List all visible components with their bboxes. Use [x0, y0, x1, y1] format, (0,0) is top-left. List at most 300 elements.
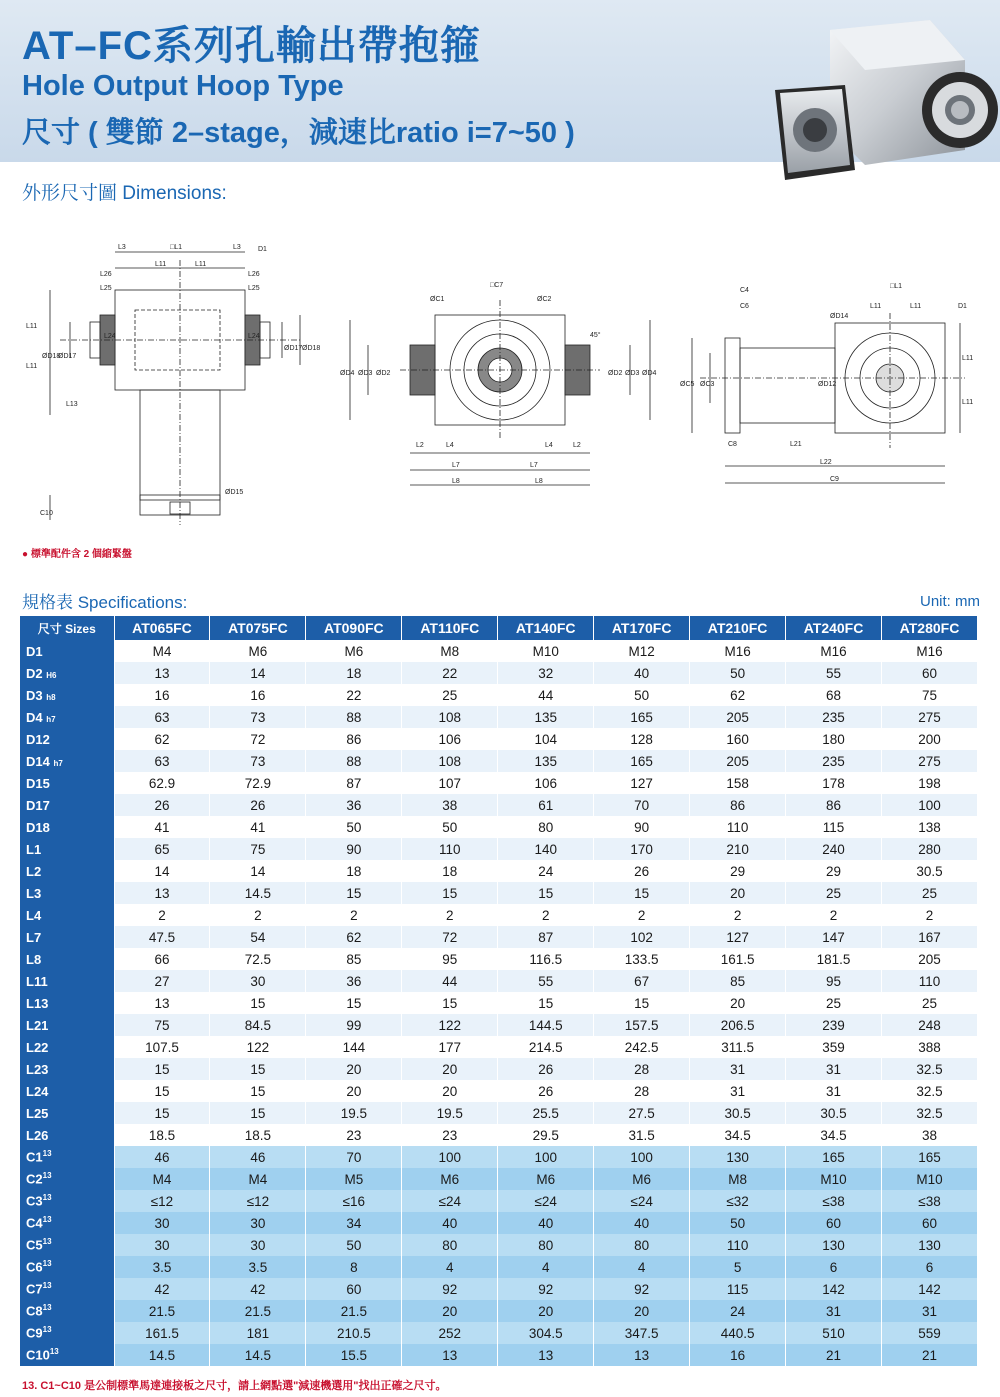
table-cell: 130 [882, 1234, 978, 1256]
row-header [20, 1146, 114, 1168]
dim-label: L11 [26, 323, 38, 330]
table-cell: 73 [210, 706, 306, 728]
row-header-label: L25 [26, 1105, 49, 1121]
table-cell: 29 [786, 860, 882, 882]
table-cell: 72.9 [210, 772, 306, 794]
table-cell: 133.5 [594, 948, 690, 970]
specifications-table-body [20, 640, 978, 1366]
dim-label: L3 [118, 244, 126, 251]
table-cell: 13 [402, 1344, 498, 1366]
footnote-marker: 13 [42, 1281, 52, 1291]
row-header-label: C10 [26, 1347, 50, 1363]
table-cell: 100 [882, 794, 978, 816]
row-header-label: L22 [26, 1039, 49, 1055]
table-cell: ≤24 [594, 1190, 690, 1212]
table-cell: 28 [594, 1080, 690, 1102]
dim-label: ØD18 [302, 345, 320, 352]
table-cell: 13 [114, 662, 210, 684]
dim-label: L2 [416, 442, 424, 449]
table-cell: 42 [210, 1278, 306, 1300]
table-cell: ≤38 [786, 1190, 882, 1212]
table-cell: ≤16 [306, 1190, 402, 1212]
row-header-label: L23 [26, 1061, 49, 1077]
table-cell: 30.5 [882, 860, 978, 882]
row-header [20, 1344, 114, 1366]
table-cell: M5 [306, 1168, 402, 1190]
table-cell: 36 [306, 970, 402, 992]
table-cell: 142 [786, 1278, 882, 1300]
table-cell: 359 [786, 1036, 882, 1058]
table-cell: M6 [498, 1168, 594, 1190]
table-cell: 60 [786, 1212, 882, 1234]
row-header [20, 728, 114, 750]
row-header-label: D2 [26, 665, 43, 681]
table-cell: 235 [786, 706, 882, 728]
row-header [20, 1278, 114, 1300]
table-cell: 347.5 [594, 1322, 690, 1344]
table-cell: 20 [498, 1300, 594, 1322]
table-cell: 13 [114, 992, 210, 1014]
table-row [20, 750, 978, 772]
dim-label: L11 [910, 303, 922, 310]
table-cell: 40 [498, 1212, 594, 1234]
dim-label: L11 [962, 399, 974, 406]
table-row [20, 1322, 978, 1344]
table-row [20, 1124, 978, 1146]
dim-label: ØD3 [625, 370, 640, 377]
table-cell: 15 [594, 992, 690, 1014]
table-cell: 110 [882, 970, 978, 992]
footnote-marker: 13 [49, 1347, 59, 1357]
table-row [20, 1080, 978, 1102]
table-cell: 70 [594, 794, 690, 816]
table-cell: 85 [306, 948, 402, 970]
table-cell: 31 [786, 1300, 882, 1322]
table-cell: 15 [402, 882, 498, 904]
table-cell: 16 [114, 684, 210, 706]
dim-label: ØD15 [225, 489, 244, 496]
table-cell: 21.5 [210, 1300, 306, 1322]
table-cell: 108 [402, 750, 498, 772]
table-cell: 47.5 [114, 926, 210, 948]
table-cell: 26 [114, 794, 210, 816]
dim-label: L8 [535, 478, 543, 485]
footnote-marker: 13 [42, 1237, 52, 1247]
table-cell: 440.5 [690, 1322, 786, 1344]
table-cell: 32.5 [882, 1058, 978, 1080]
dim-label: L26 [100, 271, 112, 278]
table-cell: 280 [882, 838, 978, 860]
table-cell: 6 [882, 1256, 978, 1278]
table-cell: 200 [882, 728, 978, 750]
table-cell: 50 [690, 662, 786, 684]
table-cell: 210 [690, 838, 786, 860]
table-cell: 60 [882, 1212, 978, 1234]
dim-label: L24 [248, 333, 260, 340]
row-header-label: L8 [26, 951, 42, 967]
row-header [20, 1124, 114, 1146]
table-cell: 239 [786, 1014, 882, 1036]
table-row [20, 816, 978, 838]
dim-label: ØD18 [42, 353, 61, 360]
row-header [20, 1190, 114, 1212]
table-cell: 27 [114, 970, 210, 992]
table-cell: 32.5 [882, 1080, 978, 1102]
dim-label: L2 [573, 442, 581, 449]
row-header [20, 772, 114, 794]
table-cell: 115 [786, 816, 882, 838]
table-cell: 88 [306, 750, 402, 772]
table-cell: 72 [210, 728, 306, 750]
table-cell: 34 [306, 1212, 402, 1234]
table-cell: 104 [498, 728, 594, 750]
table-row [20, 1036, 978, 1058]
table-cell: 70 [306, 1146, 402, 1168]
row-header-label: C5 [26, 1237, 43, 1253]
table-cell: 95 [786, 970, 882, 992]
table-cell: 24 [690, 1300, 786, 1322]
dim-label: L4 [446, 442, 454, 449]
table-cell: 130 [786, 1234, 882, 1256]
footnote-marker: 13 [42, 1149, 52, 1159]
row-header-label: L13 [26, 995, 49, 1011]
table-cell: 63 [114, 750, 210, 772]
row-header-label: L4 [26, 907, 42, 923]
table-cell: 25 [402, 684, 498, 706]
table-cell: 75 [114, 1014, 210, 1036]
table-row [20, 1212, 978, 1234]
table-cell: 25 [786, 882, 882, 904]
row-header-label: C1 [26, 1149, 43, 1165]
table-row [20, 926, 978, 948]
table-cell: 205 [882, 948, 978, 970]
table-cell: 15 [498, 992, 594, 1014]
table-cell: 30 [210, 1212, 306, 1234]
table-cell: 92 [594, 1278, 690, 1300]
row-header-label: L11 [26, 973, 48, 989]
table-cell: 28 [594, 1058, 690, 1080]
table-cell: 559 [882, 1322, 978, 1344]
table-cell: 31 [690, 1058, 786, 1080]
table-cell: 108 [402, 706, 498, 728]
row-header-label: D18 [26, 819, 50, 835]
table-cell: 147 [786, 926, 882, 948]
dim-label: L25 [100, 285, 112, 292]
table-cell: 21.5 [114, 1300, 210, 1322]
dim-label: ØD14 [830, 313, 849, 320]
table-cell: 41 [210, 816, 306, 838]
table-cell: 40 [594, 1212, 690, 1234]
dim-label: ØC1 [430, 296, 445, 303]
table-cell: 21 [882, 1344, 978, 1366]
table-cell: 15 [114, 1102, 210, 1124]
table-cell: 41 [114, 816, 210, 838]
table-cell: 14.5 [210, 882, 306, 904]
table-cell: 106 [402, 728, 498, 750]
dim-label: L7 [530, 462, 538, 469]
row-header [20, 860, 114, 882]
dim-label: ØD17 [284, 345, 303, 352]
table-cell: 85 [690, 970, 786, 992]
table-cell: 15 [210, 1080, 306, 1102]
tolerance-label: H6 [46, 670, 57, 680]
table-cell: 60 [882, 662, 978, 684]
unit-label: Unit: mm [920, 593, 980, 610]
table-cell: 29.5 [498, 1124, 594, 1146]
dim-label: C8 [728, 441, 737, 448]
table-row [20, 1146, 978, 1168]
dim-label: L22 [820, 459, 832, 466]
table-row [20, 772, 978, 794]
table-cell: 142 [882, 1278, 978, 1300]
table-row [20, 1058, 978, 1080]
table-cell: 180 [786, 728, 882, 750]
table-cell: 32 [498, 662, 594, 684]
model-header: AT240FC [786, 616, 882, 640]
row-header-label: C9 [26, 1325, 43, 1341]
table-cell: 8 [306, 1256, 402, 1278]
dim-label: L26 [248, 271, 260, 278]
model-header: AT170FC [594, 616, 690, 640]
table-cell: 165 [594, 750, 690, 772]
table-cell: 30 [114, 1234, 210, 1256]
table-row [20, 1344, 978, 1366]
dim-label: ØD4 [340, 370, 355, 377]
table-cell: 62.9 [114, 772, 210, 794]
model-header: AT280FC [882, 616, 978, 640]
table-cell: 92 [498, 1278, 594, 1300]
table-cell: 86 [306, 728, 402, 750]
table-cell: 88 [306, 706, 402, 728]
table-cell: 95 [402, 948, 498, 970]
table-cell: 138 [882, 816, 978, 838]
table-cell: M16 [690, 640, 786, 662]
table-cell: 46 [114, 1146, 210, 1168]
table-cell: 87 [498, 926, 594, 948]
model-header: AT065FC [114, 616, 210, 640]
table-cell: 62 [306, 926, 402, 948]
table-cell: 55 [498, 970, 594, 992]
table-cell: M6 [402, 1168, 498, 1190]
dim-label: L7 [452, 462, 460, 469]
dim-label: ØC2 [537, 296, 552, 303]
table-cell: 86 [690, 794, 786, 816]
table-cell: 30 [210, 1234, 306, 1256]
table-cell: 75 [210, 838, 306, 860]
row-header [20, 1322, 114, 1344]
table-cell: M16 [786, 640, 882, 662]
table-row [20, 992, 978, 1014]
table-cell: 25 [882, 992, 978, 1014]
table-cell: 68 [786, 684, 882, 706]
row-header [20, 1168, 114, 1190]
table-cell: 61 [498, 794, 594, 816]
table-row [20, 970, 978, 992]
table-cell: 161.5 [690, 948, 786, 970]
row-header-label: L7 [26, 929, 42, 945]
table-cell: 38 [402, 794, 498, 816]
table-cell: 29 [690, 860, 786, 882]
table-cell: 3.5 [114, 1256, 210, 1278]
table-cell: 19.5 [306, 1102, 402, 1124]
table-cell: 20 [690, 992, 786, 1014]
row-header [20, 706, 114, 728]
dim-label: L11 [195, 261, 207, 268]
table-row [20, 1014, 978, 1036]
table-cell: 23 [402, 1124, 498, 1146]
table-cell: 50 [594, 684, 690, 706]
table-cell: ≤24 [402, 1190, 498, 1212]
specifications-heading: 規格表 Specifications: [22, 593, 188, 612]
table-cell: M12 [594, 640, 690, 662]
end-view-drawing [340, 275, 670, 495]
page-title: AT–FC系列孔輸出帶抱箍 [22, 24, 481, 68]
table-cell: 31.5 [594, 1124, 690, 1146]
table-cell: 6 [786, 1256, 882, 1278]
table-cell: 21.5 [306, 1300, 402, 1322]
table-cell: 170 [594, 838, 690, 860]
row-header-label: D12 [26, 731, 50, 747]
table-cell: 14 [114, 860, 210, 882]
table-cell: 90 [594, 816, 690, 838]
table-cell: 2 [210, 904, 306, 926]
table-cell: 73 [210, 750, 306, 772]
table-cell: 115 [690, 1278, 786, 1300]
dim-label: L24 [104, 333, 116, 340]
table-cell: 18 [306, 860, 402, 882]
table-cell: 80 [594, 1234, 690, 1256]
row-header [20, 1300, 114, 1322]
dim-label: □L1 [890, 283, 903, 290]
table-cell: 25.5 [498, 1102, 594, 1124]
dim-label: D1 [958, 303, 967, 310]
dim-label: C4 [740, 287, 749, 294]
table-cell: 130 [690, 1146, 786, 1168]
table-cell: M16 [882, 640, 978, 662]
table-cell: 87 [306, 772, 402, 794]
table-cell: 63 [114, 706, 210, 728]
table-cell: 214.5 [498, 1036, 594, 1058]
dim-label: ØC5 [680, 381, 695, 388]
table-cell: 21 [786, 1344, 882, 1366]
table-cell: 2 [306, 904, 402, 926]
table-cell: 16 [210, 684, 306, 706]
table-cell: 3.5 [210, 1256, 306, 1278]
table-cell: 128 [594, 728, 690, 750]
table-cell: 181.5 [786, 948, 882, 970]
row-header [20, 1256, 114, 1278]
row-header [20, 794, 114, 816]
table-cell: 5 [690, 1256, 786, 1278]
row-header-label: D17 [26, 797, 50, 813]
table-cell: 311.5 [690, 1036, 786, 1058]
table-cell: M4 [114, 1168, 210, 1190]
table-cell: 14.5 [114, 1344, 210, 1366]
table-cell: 25 [786, 992, 882, 1014]
table-cell: 100 [402, 1146, 498, 1168]
table-row [20, 662, 978, 684]
table-cell: ≤32 [690, 1190, 786, 1212]
table-cell: 242.5 [594, 1036, 690, 1058]
table-cell: 127 [690, 926, 786, 948]
row-header-label: D15 [26, 775, 50, 791]
table-cell: 13 [498, 1344, 594, 1366]
table-cell: 235 [786, 750, 882, 772]
table-cell: 15 [306, 882, 402, 904]
table-cell: ≤12 [210, 1190, 306, 1212]
table-cell: 26 [498, 1080, 594, 1102]
row-header [20, 882, 114, 904]
table-cell: 4 [402, 1256, 498, 1278]
table-cell: 240 [786, 838, 882, 860]
table-cell: 304.5 [498, 1322, 594, 1344]
row-header-label: D3 [26, 687, 43, 703]
row-header [20, 926, 114, 948]
row-header-label: D4 [26, 709, 43, 725]
table-cell: 40 [594, 662, 690, 684]
table-cell: 15.5 [306, 1344, 402, 1366]
row-header [20, 1036, 114, 1058]
table-cell: 14 [210, 860, 306, 882]
row-header-label: L2 [26, 863, 42, 879]
table-cell: M10 [882, 1168, 978, 1190]
tolerance-label: h8 [46, 692, 56, 702]
dim-label: ØD12 [818, 381, 837, 388]
table-row [20, 1168, 978, 1190]
gearbox-product-image [760, 0, 1000, 190]
table-cell: 84.5 [210, 1014, 306, 1036]
table-cell: 40 [402, 1212, 498, 1234]
table-row [20, 948, 978, 970]
table-cell: 54 [210, 926, 306, 948]
table-cell: 2 [498, 904, 594, 926]
table-cell: 13 [114, 882, 210, 904]
table-cell: 80 [498, 1234, 594, 1256]
table-cell: 177 [402, 1036, 498, 1058]
table-row [20, 1102, 978, 1124]
table-cell: 15 [114, 1058, 210, 1080]
table-cell: 14 [210, 662, 306, 684]
page-title-english: Hole Output Hoop Type [22, 70, 344, 102]
tolerance-label: h7 [46, 714, 56, 724]
table-cell: 165 [786, 1146, 882, 1168]
table-cell: 181 [210, 1322, 306, 1344]
table-cell: 15 [114, 1080, 210, 1102]
table-cell: 31 [786, 1058, 882, 1080]
row-header-label: C3 [26, 1193, 43, 1209]
dim-label: C10 [40, 510, 53, 517]
table-cell: 31 [786, 1080, 882, 1102]
table-cell: 80 [498, 816, 594, 838]
row-header [20, 816, 114, 838]
footnote-marker: 13 [42, 1325, 52, 1335]
table-cell: 2 [402, 904, 498, 926]
table-cell: ≤12 [114, 1190, 210, 1212]
dim-label: ØD4 [642, 370, 657, 377]
table-row [20, 904, 978, 926]
table-cell: 62 [114, 728, 210, 750]
table-cell: M4 [114, 640, 210, 662]
table-cell: M10 [786, 1168, 882, 1190]
table-cell: 2 [786, 904, 882, 926]
row-header [20, 1080, 114, 1102]
row-header-label: L24 [26, 1083, 49, 1099]
row-header [20, 904, 114, 926]
table-cell: 65 [114, 838, 210, 860]
table-cell: 72 [402, 926, 498, 948]
row-header [20, 838, 114, 860]
table-cell: M6 [210, 640, 306, 662]
